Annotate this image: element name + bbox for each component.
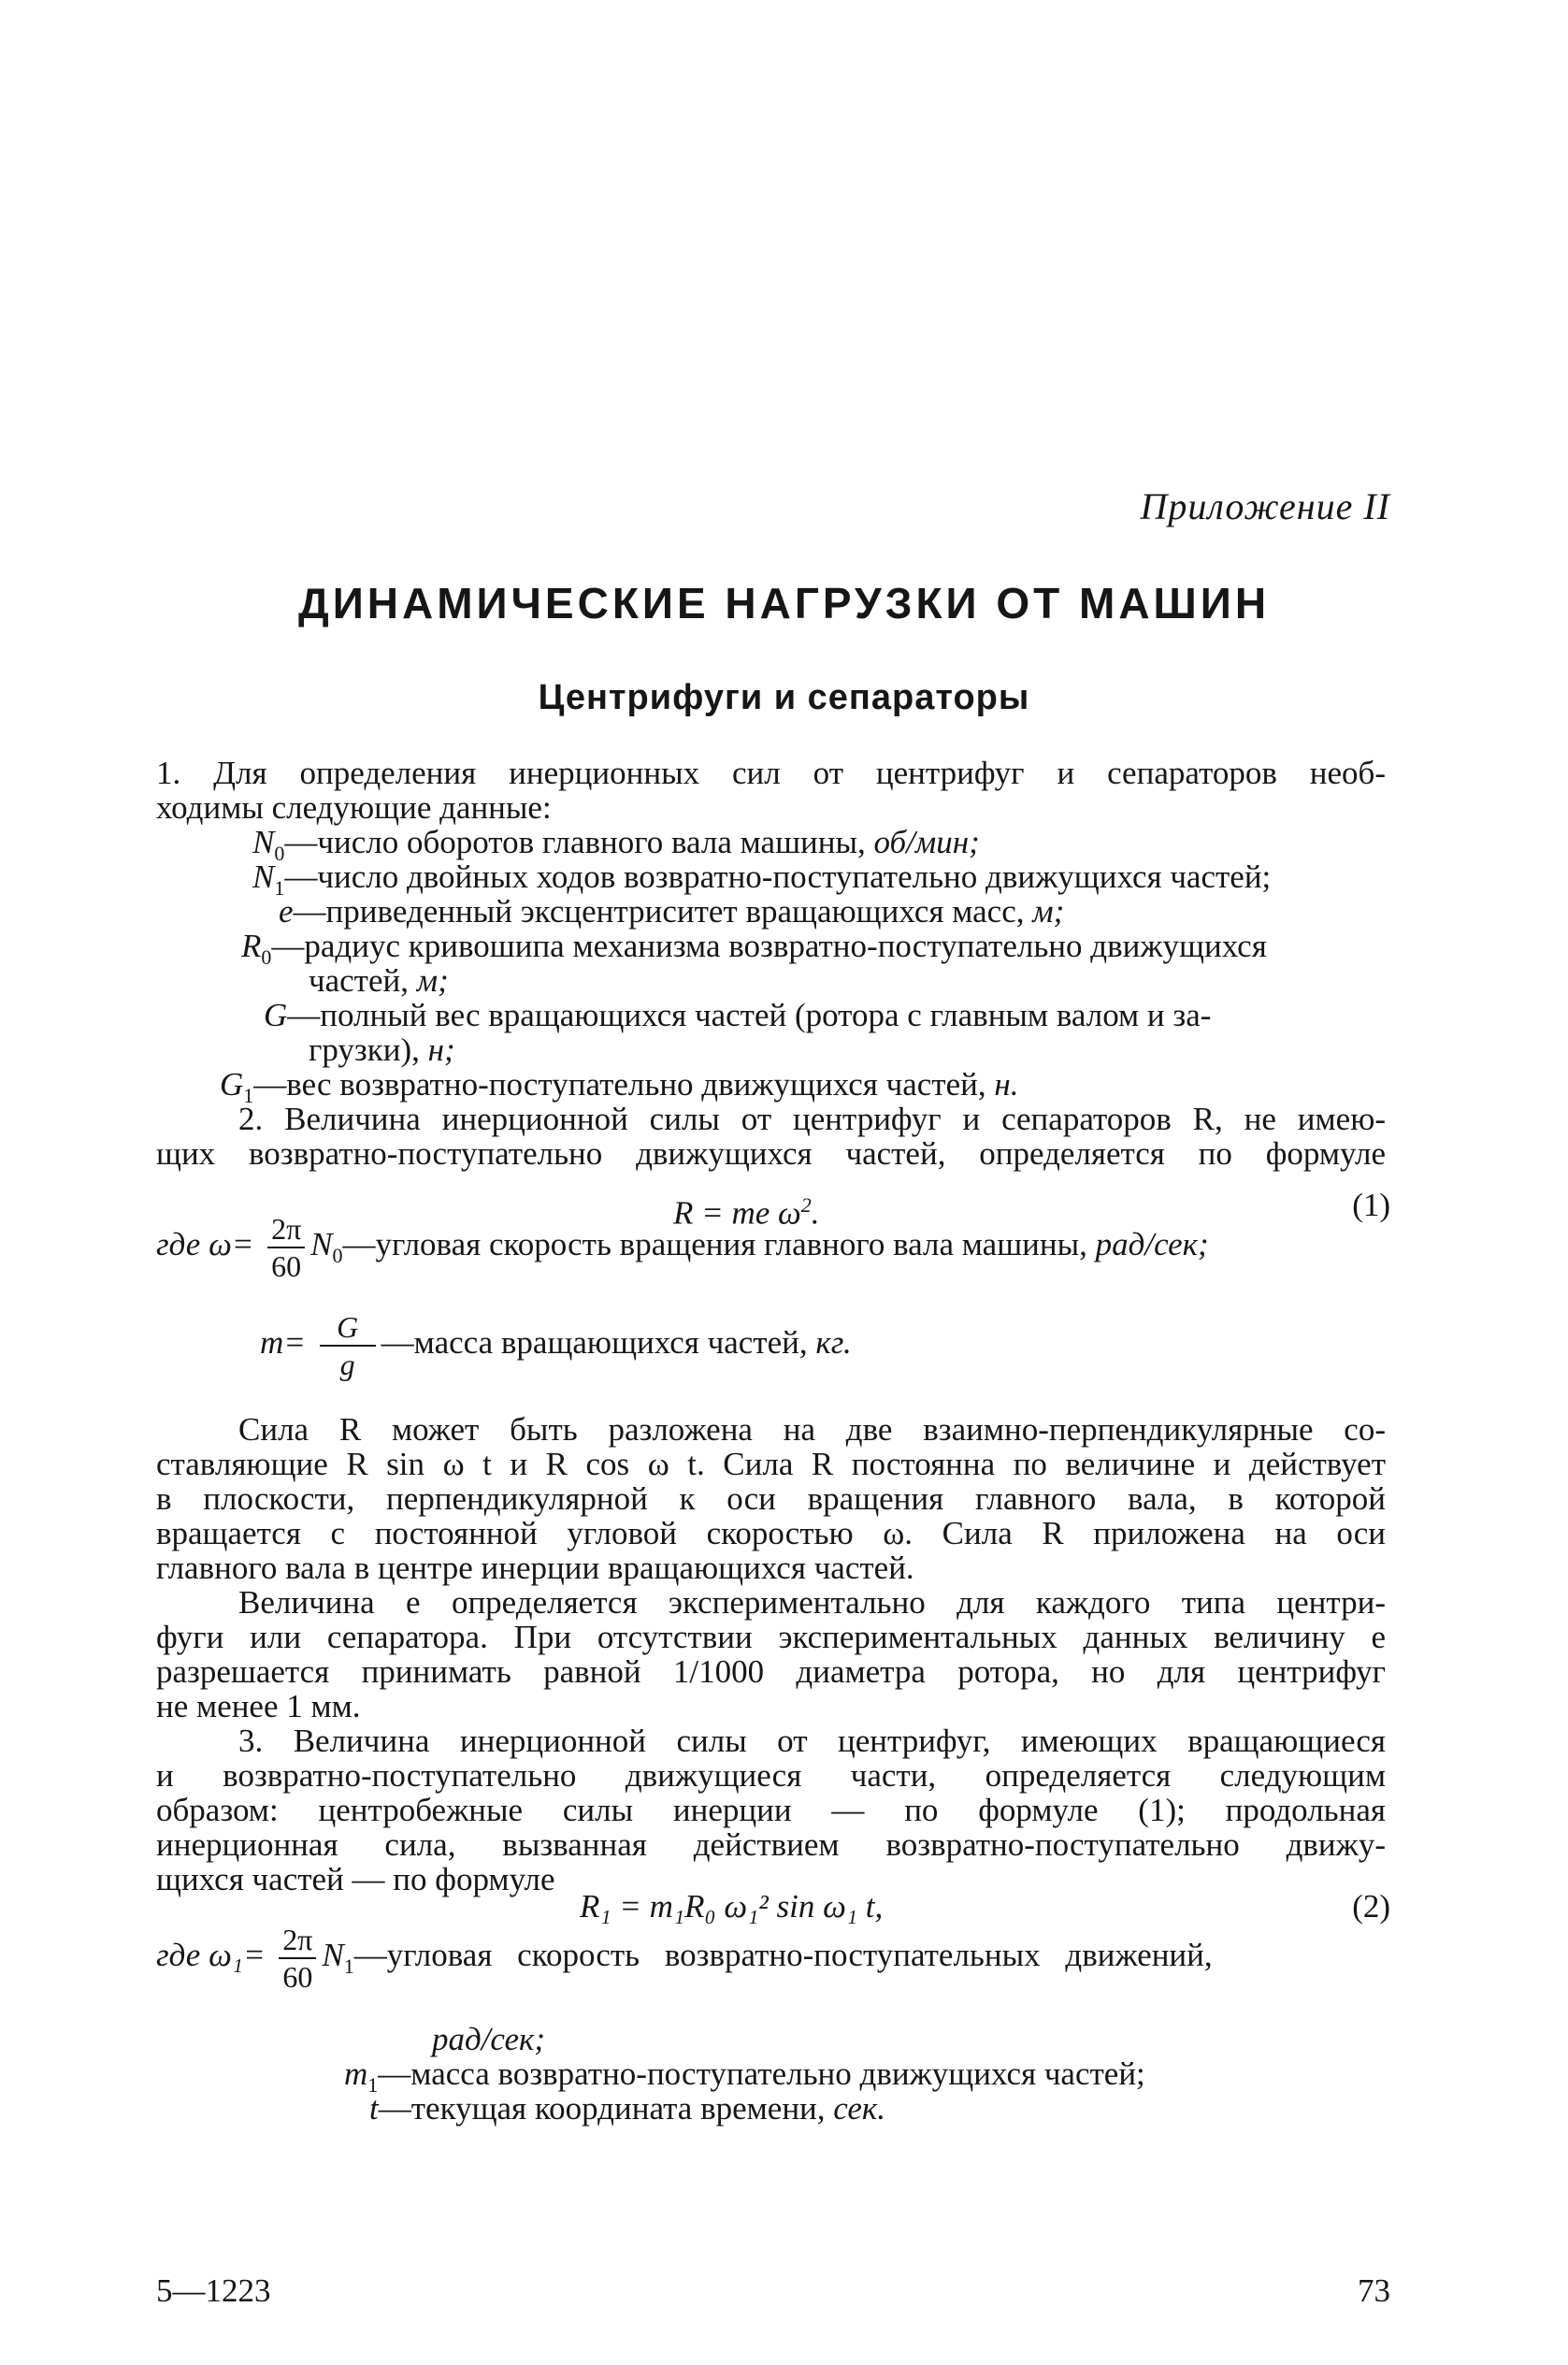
formula-2-number: (2)	[1352, 1888, 1390, 1925]
para3-line5: щихся частей — по формуле	[156, 1861, 555, 1897]
m1-definition: $m_1—масса$ возвратно-поступательно движущихся частей;	[344, 2055, 1145, 2097]
para3-line1: 3. Величина инерционной силы от центрифуг, имеющих вращающиеся	[238, 1723, 1386, 1759]
definition-g-cont: грузки), н;	[309, 1031, 455, 1068]
force-para-line1: Сила R может быть разложена на две взаимно-перпендикулярные со-	[238, 1411, 1386, 1448]
formula-1-number: (1)	[1352, 1187, 1390, 1223]
force-para-line3: в плоскости, перпендикулярной к оси вращения главного вала, в которой	[156, 1480, 1386, 1517]
appendix-label: Приложение II	[1140, 485, 1390, 527]
definition-g1: $G_1—вес$ возвратно-поступательно движущихся частей, н.	[220, 1066, 1019, 1107]
mass-definition: m= $\frac{G}{g}$ —масса вращающихся частей, кг.	[260, 1310, 852, 1381]
omega1-definition: где ω₁= $\frac{2\pi}{60}$ $N_1—угловая$ скорость возвратно-поступательных движений,	[156, 1923, 1213, 1994]
omega1-unit: рад/сек;	[432, 2021, 546, 2057]
e-para-line3: разрешается принимать равной 1/1000 диаметра ротора, но для центрифуг	[156, 1653, 1386, 1690]
t-definition: t—текущая координата времени, сек.	[369, 2090, 886, 2127]
para3-line4: инерционная сила, вызванная действием возвратно-поступательно движу-	[156, 1826, 1386, 1863]
definition-e: e—приведенный эксцентриситет вращающихся масс, м;	[279, 893, 1065, 930]
page-title: ДИНАМИЧЕСКИЕ НАГРУЗКИ ОТ МАШИН	[297, 579, 1271, 627]
formula-2: R₁ = m₁R₀ ω₁² sin ω₁ t,	[580, 1888, 884, 1925]
para1-line1: 1. Для определения инерционных сил от центрифуг и сепараторов необ-	[156, 755, 1386, 791]
para3-line2: и возвратно-поступательно движущиеся части, определяется следующим	[156, 1757, 1386, 1794]
force-para-line4: вращается с постоянной угловой скоростью ω. Сила R приложена на оси	[156, 1515, 1386, 1551]
definition-r0: $R_0—радиус$ кривошипа механизма возвратно-поступательно движущихся	[241, 928, 1267, 969]
force-para-line5: главного вала в центре инерции вращающихся частей.	[156, 1550, 914, 1586]
para3-line3: образом: центробежные силы инерции — по формуле (1); продольная	[156, 1792, 1386, 1828]
footer-code: 5—1223	[156, 2272, 271, 2309]
section-subtitle: Центрифуги и сепараторы	[538, 678, 1030, 717]
force-para-line2: ставляющие R sin ω t и R cos ω t. Сила R постоянна по величине и действует	[156, 1446, 1386, 1482]
formula-1: R = me $\omega^2$.	[673, 1193, 820, 1232]
definition-g: G—полный вес вращающихся частей (ротора с главным валом и за-	[264, 997, 1212, 1033]
definition-r0-cont: частей, м;	[309, 962, 449, 999]
e-para-line4: не менее 1 мм.	[156, 1688, 361, 1724]
page-number: 73	[1358, 2272, 1390, 2309]
e-para-line2: фуги или сепаратора. При отсутствии экспериментальных данных величину e	[156, 1619, 1386, 1655]
definition-n1: $N_1—число$ двойных ходов возвратно-поступательно движущихся частей;	[252, 858, 1272, 900]
para2-line1: 2. Величина инерционной силы от центрифуг и сепараторов R, не имею-	[238, 1101, 1386, 1137]
para1-line2: ходимы следующие данные:	[156, 789, 552, 826]
definition-n0: $N_0—число$ оборотов главного вала машины, об/мин;	[252, 824, 980, 865]
e-para-line1: Величина e определяется экспериментально для каждого типа центри-	[238, 1584, 1386, 1621]
para2-line2: щих возвратно-поступательно движущихся частей, определяется по формуле	[156, 1135, 1386, 1172]
omega-definition: где ω= $\frac{2\pi}{60}$ $N_0—угловая$ скорость вращения главного вала машины, рад/сек;	[156, 1212, 1209, 1283]
